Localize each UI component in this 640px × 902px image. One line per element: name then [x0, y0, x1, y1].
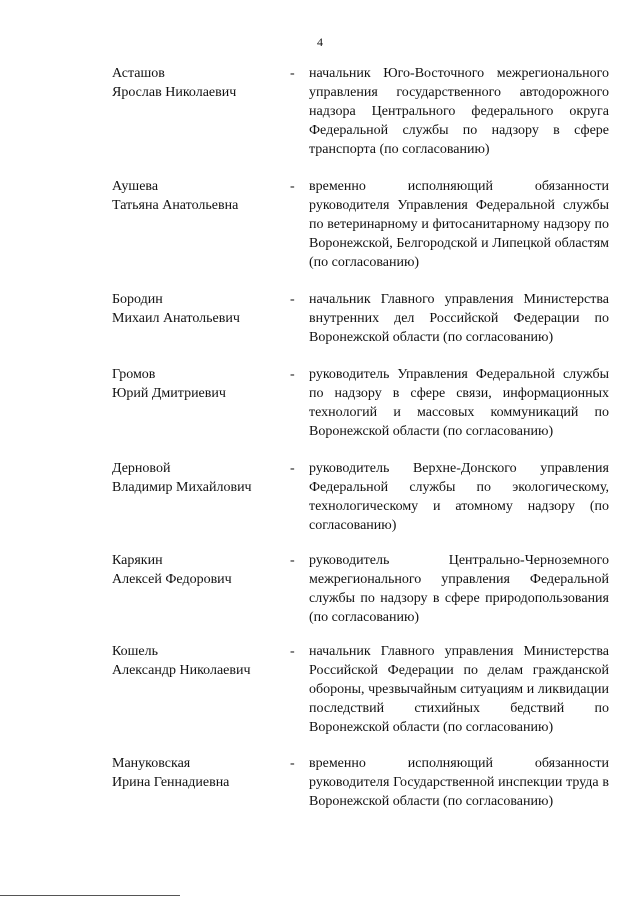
member-given-names: Алексей Федорович [112, 572, 232, 587]
member-entry [112, 551, 612, 642]
member-surname: Кошель [112, 644, 159, 659]
member-surname: Асташов [112, 66, 165, 81]
member-position: временно исполняющий обязанности руководителя Управления Федеральной службы по ветеринарному и фитосанитарному надзору по Воронежской, Белгородской и Липецкой областям (по согласованию) [309, 179, 609, 270]
member-position: руководитель Управления Федеральной службы по надзору в сфере связи, информационных технологий и массовых коммуникаций по Воронежской области (по согласованию) [309, 367, 609, 439]
member-list [112, 64, 612, 830]
member-entry [112, 754, 612, 830]
member-position: руководитель Верхне-Донского управления Федеральной службы по экологическому, технологическому и атомному надзору (по согласованию) [309, 461, 609, 533]
member-name [112, 642, 282, 680]
member-given-names: Юрий Дмитриевич [112, 386, 226, 401]
member-surname: Бородин [112, 292, 163, 307]
list-dash: - [290, 461, 295, 476]
member-entry [112, 365, 612, 459]
member-name [112, 64, 282, 102]
member-entry [112, 177, 612, 290]
member-surname: Аушева [112, 179, 159, 194]
member-position: временно исполняющий обязанности руководителя Государственной инспекции труда в Воронежской области (по согласованию) [309, 756, 609, 809]
member-given-names: Михаил Анатольевич [112, 311, 240, 326]
member-position: начальник Юго-Восточного межрегионального управления государственного автодорожного надзора Центрального федерального округа Федеральной службы по надзору в сфере транспорта (по согласованию) [309, 66, 609, 157]
member-name [112, 551, 282, 589]
list-dash: - [290, 292, 295, 307]
member-name [112, 754, 282, 792]
list-dash: - [290, 66, 295, 81]
member-given-names: Александр Николаевич [112, 663, 251, 678]
member-position: руководитель Центрально-Черноземного межрегионального управления Федеральной службы по надзору в сфере природопользования (по согласованию) [309, 553, 609, 625]
member-surname: Дерновой [112, 461, 171, 476]
member-given-names: Татьяна Анатольевна [112, 198, 239, 213]
member-position: начальник Главного управления Министерства Российской Федерации по делам гражданской обороны, чрезвычайным ситуациям и ликвидации последствий стихийных бедствий по Воронежской области (по согласованию) [309, 644, 609, 735]
member-entry [112, 642, 612, 754]
member-given-names: Ирина Геннадиевна [112, 775, 230, 790]
list-dash: - [290, 367, 295, 382]
member-name [112, 290, 282, 328]
member-surname: Мануковская [112, 756, 191, 771]
member-entry [112, 459, 612, 551]
member-position: начальник Главного управления Министерства внутренних дел Российской Федерации по Воронежской области (по согласованию) [309, 292, 609, 345]
member-surname: Карякин [112, 553, 163, 568]
list-dash: - [290, 179, 295, 194]
member-entry [112, 290, 612, 365]
list-dash: - [290, 553, 295, 568]
member-entry [112, 64, 612, 177]
member-given-names: Ярослав Николаевич [112, 85, 237, 100]
member-name [112, 177, 282, 215]
member-name [112, 365, 282, 403]
member-surname: Громов [112, 367, 156, 382]
member-name [112, 459, 282, 497]
page-number: 4 [317, 35, 323, 49]
member-given-names: Владимир Михайлович [112, 480, 252, 495]
footer-rule [0, 895, 180, 896]
list-dash: - [290, 644, 295, 659]
list-dash: - [290, 756, 295, 771]
